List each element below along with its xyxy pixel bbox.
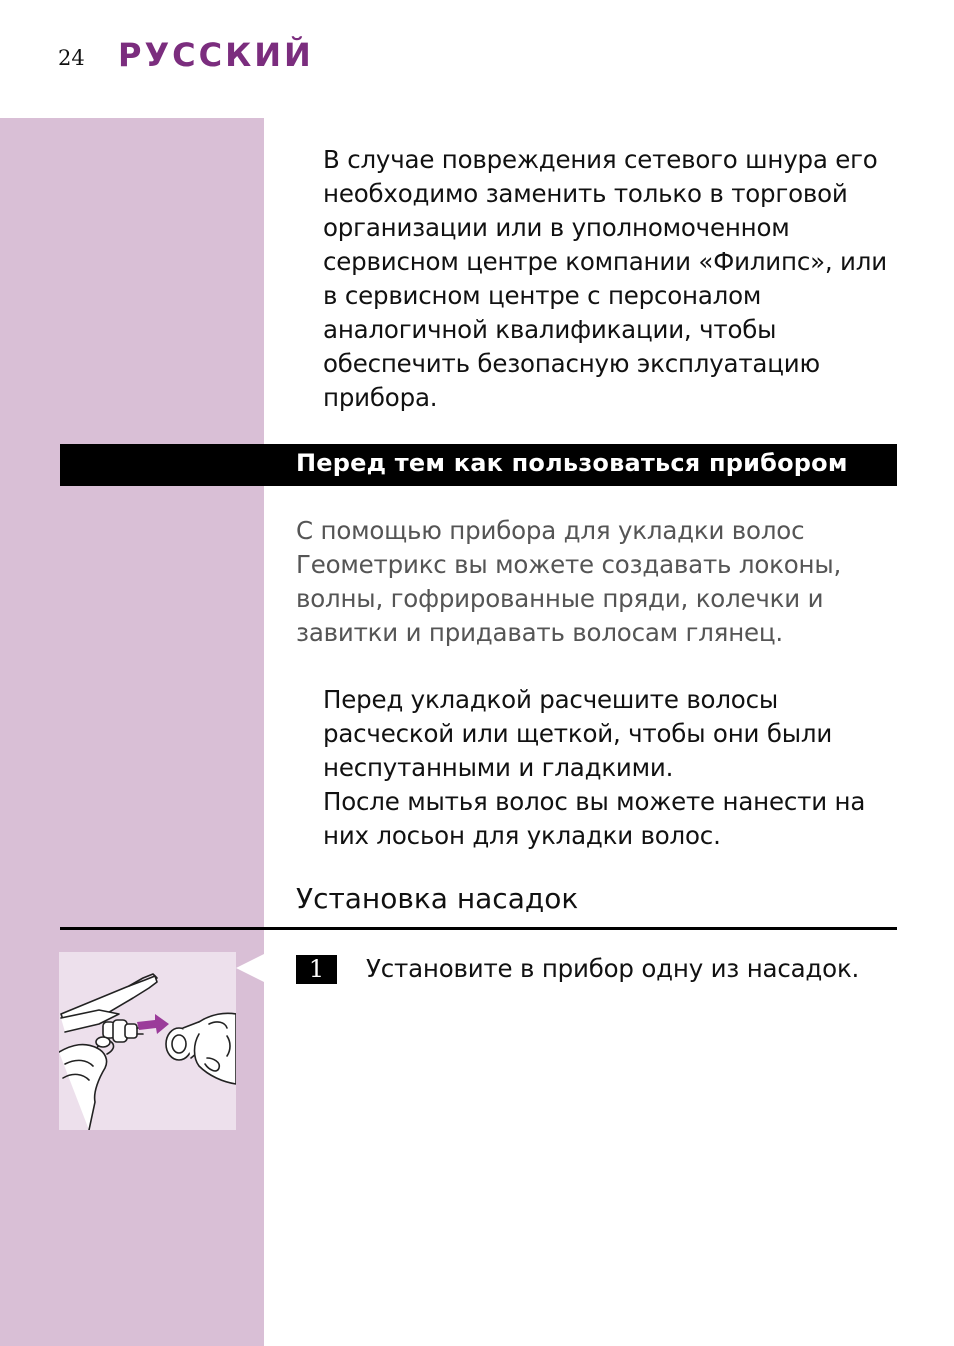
hands-attaching-nozzle-icon <box>59 952 236 1130</box>
section-title: Перед тем как пользоваться прибором <box>296 449 848 477</box>
page-number: 24 <box>58 46 85 70</box>
step-text: Установите в прибор одну из насадок. <box>366 954 860 983</box>
intro-paragraph: С помощью прибора для укладки волос Геометрикс вы можете создавать локоны, волны, гофрированные пряди, колечки и завитки и придавать волосам глянец. <box>296 516 842 647</box>
step-illustration <box>59 952 236 1130</box>
step-number-badge: 1 <box>296 955 337 984</box>
tips-paragraph: Перед укладкой расчешите волосы расческой или щеткой, чтобы они были неспутанными и гладкими. После мытья волос вы можете нанести на них лосьон для укладки волос. <box>323 685 866 850</box>
subsection-rule <box>60 927 897 930</box>
subsection-title: Установка насадок <box>296 882 579 915</box>
language-heading: РУССКИЙ <box>118 36 314 74</box>
sidebar-band <box>0 118 264 1346</box>
warning-paragraph: В случае повреждения сетевого шнура его необходимо заменить только в торговой организации или в уполномоченном сервисном центре компании «Филипс», или в сервисном центре с персоналом аналогичной квалификации, чтобы обеспечить безопасную эксплуатацию прибора. <box>323 145 887 412</box>
illustration-pointer <box>236 954 264 982</box>
